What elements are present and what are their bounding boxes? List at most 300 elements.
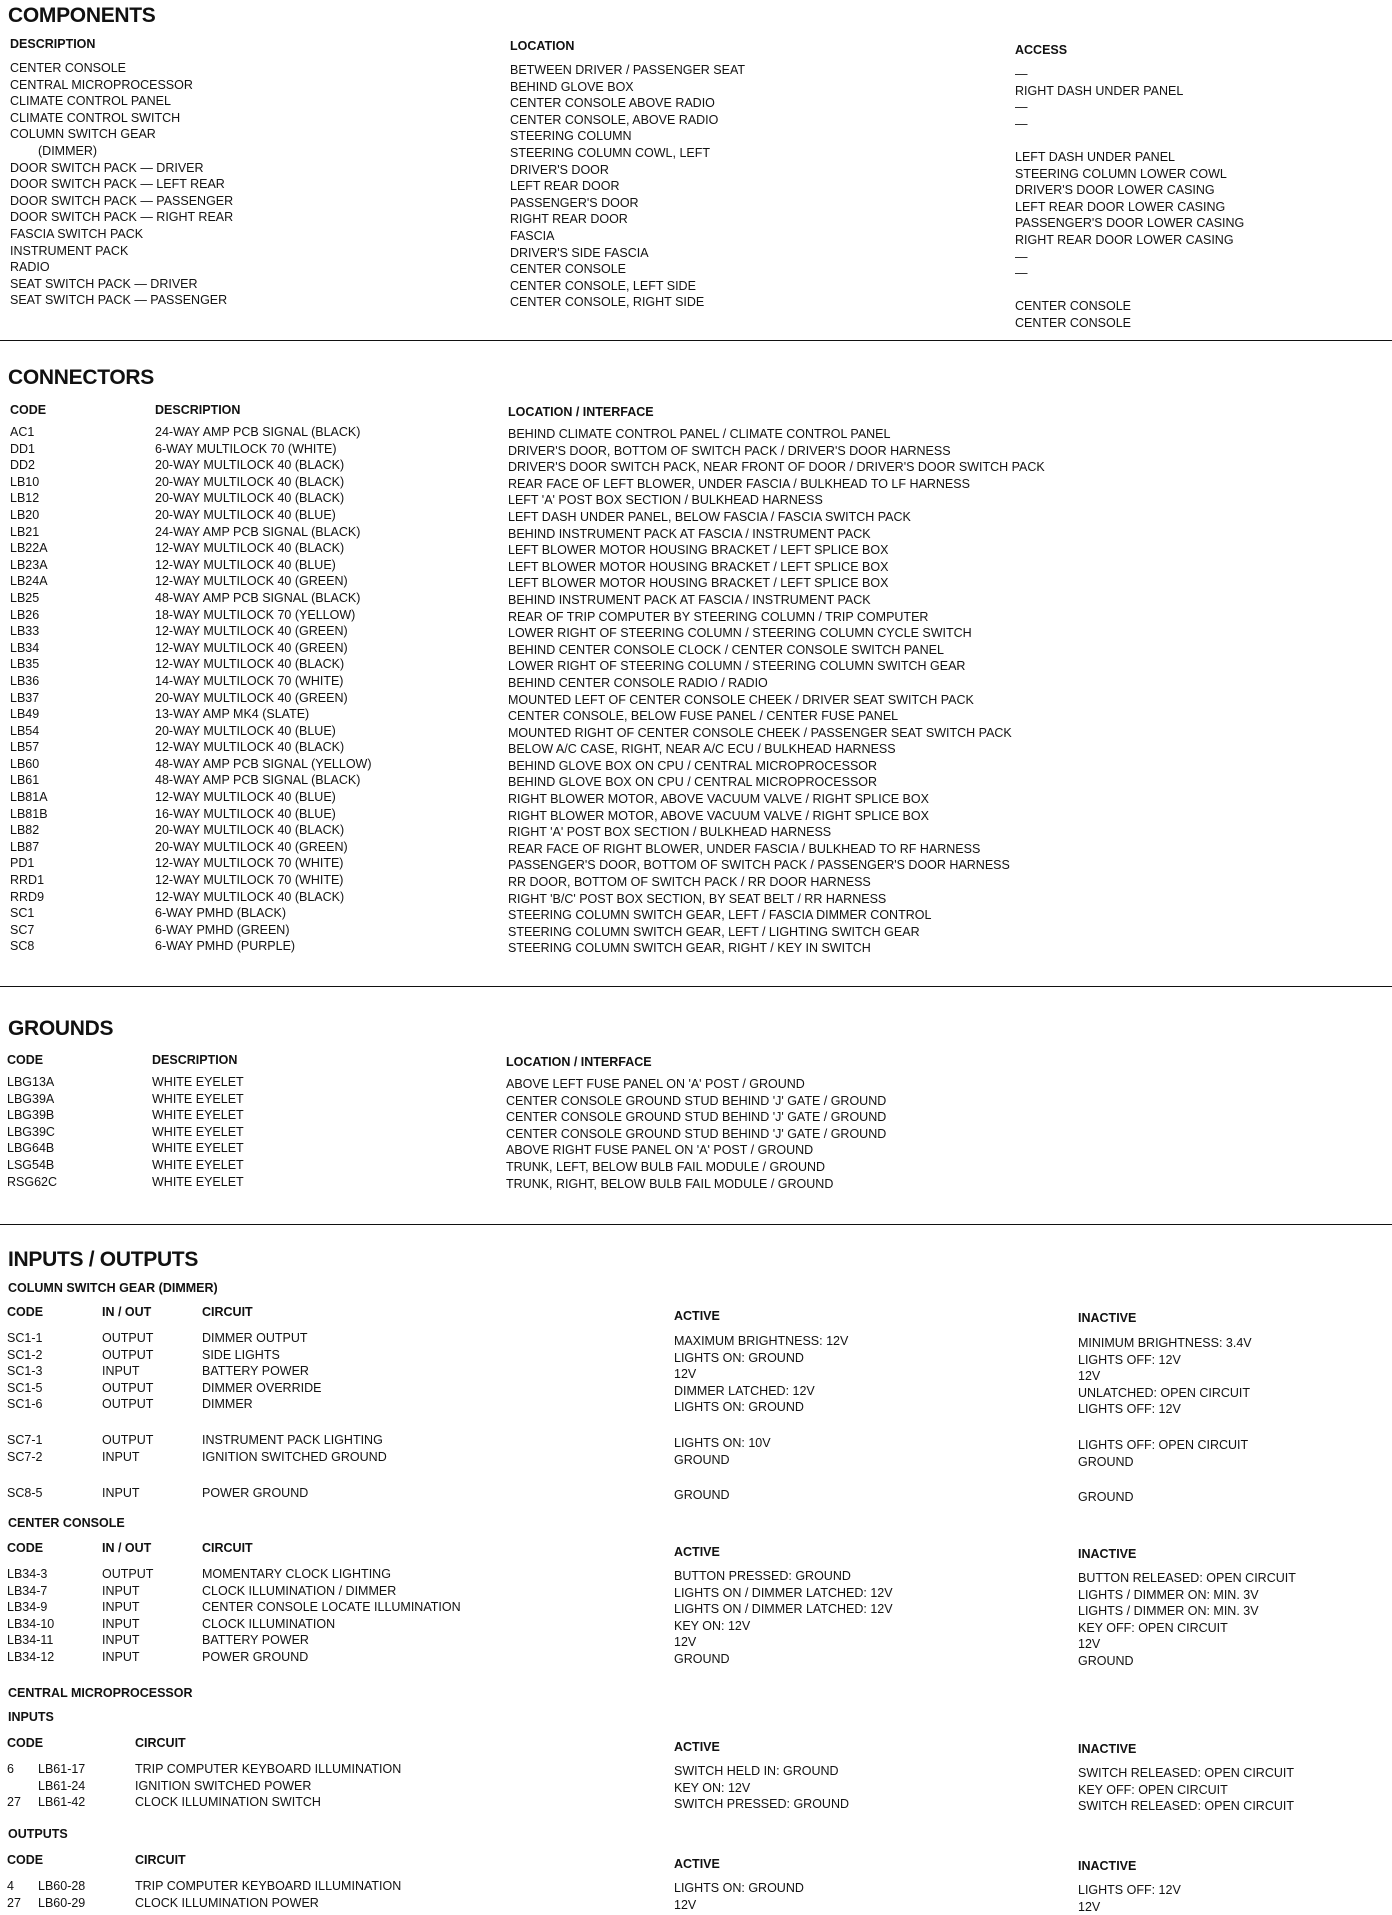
connectors-description-row: 12-WAY MULTILOCK 40 (BLACK) xyxy=(155,889,345,904)
cpu-out-inactive-row: LIGHTS OFF: 12V xyxy=(1078,1883,1181,1897)
connectors-title: CONNECTORS xyxy=(8,366,154,389)
connectors-description-row: 12-WAY MULTILOCK 40 (GREEN) xyxy=(155,574,348,589)
csg-g2-inactive xyxy=(1078,1437,1248,1470)
cpu-in-circuit-column xyxy=(135,1761,401,1811)
csg-g1-code-row: SC1-1 xyxy=(7,1331,43,1345)
grounds-code-column xyxy=(7,1074,57,1190)
connectors-code-row: SC1 xyxy=(10,906,35,921)
csg-g2-circuit-row: INSTRUMENT PACK LIGHTING xyxy=(202,1433,383,1447)
connectors-description-row: 16-WAY MULTILOCK 40 (BLUE) xyxy=(155,806,336,821)
components-description-row: CENTER CONSOLE xyxy=(10,61,126,75)
cc-active-row: LIGHTS ON / DIMMER LATCHED: 12V xyxy=(674,1585,893,1600)
connectors-location-row: LOWER RIGHT OF STEERING COLUMN / STEERING COLUMN CYCLE SWITCH xyxy=(508,626,972,641)
cc-inout-row: INPUT xyxy=(102,1633,140,1648)
connectors-location-row: REAR FACE OF RIGHT BLOWER, UNDER FASCIA / BULKHEAD TO RF HARNESS xyxy=(508,841,981,856)
connectors-location-row: RIGHT BLOWER MOTOR, ABOVE VACUUM VALVE / RIGHT SPLICE BOX xyxy=(508,792,929,807)
csg-g3-inactive xyxy=(1078,1489,1134,1506)
cpu-out-inactive-row: 12V xyxy=(1078,1899,1101,1914)
components-access-row xyxy=(1015,282,1244,299)
cpu-out-header-code: CODE xyxy=(7,1853,44,1867)
connectors-location-row: RR DOOR, BOTTOM OF SWITCH PACK / RR DOOR HARNESS xyxy=(508,875,871,890)
components-access-row: — xyxy=(1015,266,1028,281)
csg-g3-inout-row: INPUT xyxy=(102,1486,140,1500)
cpu-in-header-circuit: CIRCUIT xyxy=(135,1736,186,1750)
components-location-row: DRIVER'S SIDE FASCIA xyxy=(510,245,649,260)
connectors-code-row: RRD1 xyxy=(10,873,45,888)
cc-inactive-row: BUTTON RELEASED: OPEN CIRCUIT xyxy=(1078,1571,1296,1585)
connectors-code-row: LB49 xyxy=(10,707,40,722)
csg-g1-inout-row: INPUT xyxy=(102,1364,140,1379)
csg-g2-inout xyxy=(102,1432,153,1465)
components-access-row: DRIVER'S DOOR LOWER CASING xyxy=(1015,183,1215,198)
grounds-location-row: CENTER CONSOLE GROUND STUD BEHIND 'J' GATE / GROUND xyxy=(506,1110,887,1125)
connectors-description-row: 14-WAY MULTILOCK 70 (WHITE) xyxy=(155,673,344,688)
csg-g2-code xyxy=(7,1432,42,1465)
connectors-location-row: CENTER CONSOLE, BELOW FUSE PANEL / CENTER FUSE PANEL xyxy=(508,709,899,724)
connectors-description-row: 48-WAY AMP PCB SIGNAL (YELLOW) xyxy=(155,756,372,771)
center-console-label: CENTER CONSOLE xyxy=(8,1516,125,1530)
cpu-in-header-active: ACTIVE xyxy=(674,1740,720,1754)
column-switch-gear-label: COLUMN SWITCH GEAR (DIMMER) xyxy=(8,1281,218,1295)
connectors-description-row: 20-WAY MULTILOCK 40 (BLACK) xyxy=(155,458,345,473)
components-access-row: CENTER CONSOLE xyxy=(1015,315,1131,330)
csg-g1-active-row: DIMMER LATCHED: 12V xyxy=(674,1383,815,1398)
components-description-row: FASCIA SWITCH PACK xyxy=(10,226,144,241)
connectors-description-row: 20-WAY MULTILOCK 40 (GREEN) xyxy=(155,690,348,705)
io-title: INPUTS / OUTPUTS xyxy=(8,1248,199,1271)
connectors-code-row: LB87 xyxy=(10,839,40,854)
cpu-in-active-row: KEY ON: 12V xyxy=(674,1780,751,1795)
csg-g2-inout-row: OUTPUT xyxy=(102,1433,154,1447)
connectors-location-row: BEHIND INSTRUMENT PACK AT FASCIA / INSTRUMENT PACK xyxy=(508,526,871,541)
grounds-description-row: WHITE EYELET xyxy=(152,1075,244,1089)
components-description-row: RADIO xyxy=(10,260,50,275)
components-header-location: LOCATION xyxy=(510,39,575,53)
cpu-out-header-inactive: INACTIVE xyxy=(1078,1859,1137,1873)
components-description-row: DOOR SWITCH PACK — PASSENGER xyxy=(10,193,234,208)
connectors-description-row: 6-WAY PMHD (PURPLE) xyxy=(155,939,296,954)
csg-g1-code-row: SC1-5 xyxy=(7,1380,43,1395)
connectors-code-row: LB26 xyxy=(10,607,40,622)
csg-g3-inactive-row: GROUND xyxy=(1078,1490,1134,1504)
connectors-location-row: BEHIND CENTER CONSOLE CLOCK / CENTER CONSOLE SWITCH PANEL xyxy=(508,642,944,657)
connectors-description-row: 48-WAY AMP PCB SIGNAL (BLACK) xyxy=(155,590,361,605)
cpu-out-active-row: 12V xyxy=(674,1897,697,1912)
connectors-location-row: PASSENGER'S DOOR, BOTTOM OF SWITCH PACK / PASSENGER'S DOOR HARNESS xyxy=(508,858,1010,873)
connectors-location-row: DRIVER'S DOOR, BOTTOM OF SWITCH PACK / DRIVER'S DOOR HARNESS xyxy=(508,443,951,458)
csg-g1-code-row: SC1-3 xyxy=(7,1364,43,1379)
components-access-row: — xyxy=(1015,249,1028,264)
grounds-description-row: WHITE EYELET xyxy=(152,1091,244,1106)
connectors-code-row: LB21 xyxy=(10,524,40,539)
components-description-row: DOOR SWITCH PACK — LEFT REAR xyxy=(10,177,225,192)
grounds-description-row: WHITE EYELET xyxy=(152,1141,244,1156)
csg-g1-active-row: MAXIMUM BRIGHTNESS: 12V xyxy=(674,1334,849,1348)
connectors-code-row: LB35 xyxy=(10,657,40,672)
csg-g1-inout-row: OUTPUT xyxy=(102,1347,154,1362)
connectors-description-row: 20-WAY MULTILOCK 40 (GREEN) xyxy=(155,839,348,854)
cc-active-row: 12V xyxy=(674,1635,697,1650)
cc-circuit-row: CENTER CONSOLE LOCATE ILLUMINATION xyxy=(202,1600,461,1615)
connectors-location-column xyxy=(508,426,1045,957)
cpu-in-code-column xyxy=(38,1761,85,1811)
cpu-in-num-row xyxy=(7,1778,21,1795)
grounds-description-row: WHITE EYELET xyxy=(152,1124,244,1139)
connectors-description-row: 12-WAY MULTILOCK 40 (BLUE) xyxy=(155,790,336,805)
connectors-code-row: LB22A xyxy=(10,541,48,556)
connectors-location-row: RIGHT BLOWER MOTOR, ABOVE VACUUM VALVE / RIGHT SPLICE BOX xyxy=(508,808,929,823)
grounds-location-row: TRUNK, LEFT, BELOW BULB FAIL MODULE / GROUND xyxy=(506,1159,826,1174)
cc-inout-row: OUTPUT xyxy=(102,1567,154,1581)
csg-header-inout: IN / OUT xyxy=(102,1305,152,1319)
csg-g1-inactive-row: MINIMUM BRIGHTNESS: 3.4V xyxy=(1078,1336,1252,1350)
csg-g1-active-row: LIGHTS ON: GROUND xyxy=(674,1400,804,1415)
csg-g2-circuit xyxy=(202,1432,387,1465)
components-description-column xyxy=(10,60,233,309)
grounds-header-code: CODE xyxy=(7,1053,44,1067)
components-location-row: FASCIA xyxy=(510,228,555,243)
cpu-in-active-column xyxy=(674,1763,849,1813)
csg-g2-circuit-row: IGNITION SWITCHED GROUND xyxy=(202,1449,387,1464)
cpu-in-inactive-column xyxy=(1078,1765,1294,1815)
components-description-row: CLIMATE CONTROL SWITCH xyxy=(10,110,181,125)
csg-g1-circuit-row: BATTERY POWER xyxy=(202,1364,309,1379)
cc-header-inout: IN / OUT xyxy=(102,1541,152,1555)
components-access-row: LEFT DASH UNDER PANEL xyxy=(1015,149,1175,164)
components-location-row: CENTER CONSOLE ABOVE RADIO xyxy=(510,96,715,111)
cc-inactive-row: KEY OFF: OPEN CIRCUIT xyxy=(1078,1620,1228,1635)
csg-g1-code xyxy=(7,1330,42,1413)
csg-g1-circuit-row: DIMMER xyxy=(202,1397,253,1412)
grounds-code-row: LBG39B xyxy=(7,1108,55,1123)
cc-header-circuit: CIRCUIT xyxy=(202,1541,253,1555)
csg-g3-circuit-row: POWER GROUND xyxy=(202,1486,309,1500)
connectors-description-row: 12-WAY MULTILOCK 70 (WHITE) xyxy=(155,856,344,871)
connectors-description-row: 20-WAY MULTILOCK 40 (BLACK) xyxy=(155,474,345,489)
cpu-in-num-column xyxy=(7,1761,21,1811)
cpu-in-code-row: LB61-24 xyxy=(38,1778,86,1793)
connectors-location-row: LEFT BLOWER MOTOR HOUSING BRACKET / LEFT SPLICE BOX xyxy=(508,576,889,591)
grounds-description-row: WHITE EYELET xyxy=(152,1108,244,1123)
connectors-code-row: DD1 xyxy=(10,441,36,456)
grounds-location-row: TRUNK, RIGHT, BELOW BULB FAIL MODULE / GROUND xyxy=(506,1176,834,1191)
cpu-out-num-row: 27 xyxy=(7,1895,21,1910)
csg-g1-active-row: 12V xyxy=(674,1367,697,1382)
grounds-code-row: LSG54B xyxy=(7,1157,55,1172)
cc-active-row: BUTTON PRESSED: GROUND xyxy=(674,1569,851,1583)
cpu-out-active-row: LIGHTS ON: GROUND xyxy=(674,1881,804,1895)
csg-g2-active xyxy=(674,1435,771,1468)
connectors-location-row: MOUNTED LEFT OF CENTER CONSOLE CHEEK / DRIVER SEAT SWITCH PACK xyxy=(508,692,974,707)
grounds-description-column xyxy=(152,1074,244,1190)
csg-g1-code-row: SC1-6 xyxy=(7,1397,43,1412)
components-location-row: CENTER CONSOLE, LEFT SIDE xyxy=(510,278,696,293)
cpu-in-active-row: SWITCH HELD IN: GROUND xyxy=(674,1764,839,1778)
components-title: COMPONENTS xyxy=(8,4,156,27)
connectors-description-row: 6-WAY PMHD (BLACK) xyxy=(155,906,287,921)
connectors-header-code: CODE xyxy=(10,403,47,417)
connectors-code-row: DD2 xyxy=(10,458,36,473)
connectors-location-row: RIGHT 'B/C' POST BOX SECTION, BY SEAT BELT / RR HARNESS xyxy=(508,891,887,906)
components-access-row: RIGHT REAR DOOR LOWER CASING xyxy=(1015,232,1234,247)
connectors-code-row: LB36 xyxy=(10,673,40,688)
cpu-out-circuit-row: CLOCK ILLUMINATION POWER xyxy=(135,1895,319,1910)
components-location-row: LEFT REAR DOOR xyxy=(510,179,620,194)
connectors-code-row: LB82 xyxy=(10,823,40,838)
csg-g1-inout xyxy=(102,1330,153,1413)
cc-code-row: LB34-12 xyxy=(7,1649,55,1664)
components-location-row: CENTER CONSOLE, RIGHT SIDE xyxy=(510,295,705,310)
csg-g2-active-row: LIGHTS ON: 10V xyxy=(674,1436,771,1450)
connectors-code-row: LB57 xyxy=(10,740,40,755)
cc-inout-row: INPUT xyxy=(102,1616,140,1631)
cc-circuit-row: CLOCK ILLUMINATION xyxy=(202,1616,336,1631)
connectors-location-row: REAR FACE OF LEFT BLOWER, UNDER FASCIA / BULKHEAD TO LF HARNESS xyxy=(508,476,970,491)
csg-g2-inactive-row: GROUND xyxy=(1078,1454,1134,1469)
csg-header-inactive: INACTIVE xyxy=(1078,1311,1137,1325)
grounds-code-row: LBG39C xyxy=(7,1124,55,1139)
cc-active-row: KEY ON: 12V xyxy=(674,1618,751,1633)
cpu-out-circuit-row: TRIP COMPUTER KEYBOARD ILLUMINATION xyxy=(135,1879,402,1893)
csg-g1-inactive xyxy=(1078,1335,1252,1418)
components-access-row xyxy=(1015,132,1244,149)
components-description-row: (DIMMER) xyxy=(38,143,98,158)
cpu-inputs-label: INPUTS xyxy=(8,1710,54,1724)
csg-g1-circuit xyxy=(202,1330,321,1413)
components-access-row: — xyxy=(1015,67,1028,81)
components-location-row: RIGHT REAR DOOR xyxy=(510,212,628,227)
csg-g2-active-row: GROUND xyxy=(674,1452,730,1467)
connectors-code-row: LB61 xyxy=(10,773,40,788)
components-location-row: PASSENGER'S DOOR xyxy=(510,195,639,210)
connectors-location-row: MOUNTED RIGHT OF CENTER CONSOLE CHEEK / PASSENGER SEAT SWITCH PACK xyxy=(508,725,1012,740)
csg-g3-inout xyxy=(102,1485,140,1502)
components-description-row: SEAT SWITCH PACK — DRIVER xyxy=(10,276,198,291)
components-header-description: DESCRIPTION xyxy=(10,37,96,51)
connectors-location-row: LEFT 'A' POST BOX SECTION / BULKHEAD HARNESS xyxy=(508,493,823,508)
cc-circuit-column xyxy=(202,1566,461,1666)
csg-g1-inout-row: OUTPUT xyxy=(102,1331,154,1345)
csg-g3-active xyxy=(674,1487,730,1504)
cc-code-column xyxy=(7,1566,54,1666)
connectors-description-row: 6-WAY MULTILOCK 70 (WHITE) xyxy=(155,441,337,456)
components-description-row: INSTRUMENT PACK xyxy=(10,243,129,258)
connectors-description-row: 12-WAY MULTILOCK 40 (BLACK) xyxy=(155,740,345,755)
connectors-description-row: 20-WAY MULTILOCK 40 (BLUE) xyxy=(155,723,336,738)
connectors-location-row: BEHIND GLOVE BOX ON CPU / CENTRAL MICROPROCESSOR xyxy=(508,758,878,773)
connectors-description-row: 12-WAY MULTILOCK 40 (BLUE) xyxy=(155,557,336,572)
cpu-out-circuit-column xyxy=(135,1878,401,1911)
components-access-row: LEFT REAR DOOR LOWER CASING xyxy=(1015,199,1226,214)
components-description-row: SEAT SWITCH PACK — PASSENGER xyxy=(10,293,228,308)
cpu-outputs-label: OUTPUTS xyxy=(8,1827,68,1841)
csg-g1-inactive-row: LIGHTS OFF: 12V xyxy=(1078,1352,1181,1367)
components-access-row: RIGHT DASH UNDER PANEL xyxy=(1015,83,1184,98)
connectors-location-row: DRIVER'S DOOR SWITCH PACK, NEAR FRONT OF DOOR / DRIVER'S DOOR SWITCH PACK xyxy=(508,460,1045,475)
connectors-location-row: RIGHT 'A' POST BOX SECTION / BULKHEAD HARNESS xyxy=(508,825,832,840)
cpu-in-inactive-row: SWITCH RELEASED: OPEN CIRCUIT xyxy=(1078,1766,1294,1780)
cc-code-row: LB34-9 xyxy=(7,1600,48,1615)
csg-g1-code-row: SC1-2 xyxy=(7,1347,43,1362)
grounds-location-row: ABOVE RIGHT FUSE PANEL ON 'A' POST / GROUND xyxy=(506,1143,814,1158)
cc-code-row: LB34-11 xyxy=(7,1633,54,1648)
connectors-description-row: 12-WAY MULTILOCK 70 (WHITE) xyxy=(155,873,344,888)
connectors-code-row: LB60 xyxy=(10,756,40,771)
connectors-description-row: 20-WAY MULTILOCK 40 (BLUE) xyxy=(155,507,336,522)
cc-code-row: LB34-3 xyxy=(7,1567,48,1581)
csg-g1-circuit-row: DIMMER OUTPUT xyxy=(202,1331,308,1345)
connectors-description-row: 13-WAY AMP MK4 (SLATE) xyxy=(155,707,310,722)
cc-header-inactive: INACTIVE xyxy=(1078,1547,1137,1561)
section-divider xyxy=(0,1224,1392,1225)
csg-g1-inout-row: OUTPUT xyxy=(102,1380,154,1395)
csg-g1-inout-row: OUTPUT xyxy=(102,1397,154,1412)
csg-g2-inout-row: INPUT xyxy=(102,1449,140,1464)
connectors-header-description: DESCRIPTION xyxy=(155,403,241,417)
connectors-description-row: 20-WAY MULTILOCK 40 (BLACK) xyxy=(155,823,345,838)
cc-code-row: LB34-7 xyxy=(7,1583,48,1598)
components-location-row: CENTER CONSOLE xyxy=(510,262,626,277)
connectors-code-row: LB10 xyxy=(10,474,40,489)
components-description-row: CLIMATE CONTROL PANEL xyxy=(10,94,171,109)
connectors-location-row: LEFT BLOWER MOTOR HOUSING BRACKET / LEFT SPLICE BOX xyxy=(508,543,889,558)
grounds-location-column xyxy=(506,1076,886,1192)
cpu-in-num-row: 6 xyxy=(7,1762,14,1776)
connectors-code-row: LB54 xyxy=(10,723,40,738)
connectors-code-row: AC1 xyxy=(10,425,35,439)
csg-header-active: ACTIVE xyxy=(674,1309,720,1323)
csg-g1-inactive-row: 12V xyxy=(1078,1369,1101,1384)
cc-active-row: GROUND xyxy=(674,1651,730,1666)
connectors-description-row: 12-WAY MULTILOCK 40 (GREEN) xyxy=(155,624,348,639)
connectors-location-row: STEERING COLUMN SWITCH GEAR, RIGHT / KEY IN SWITCH xyxy=(508,941,871,956)
csg-g1-active xyxy=(674,1333,848,1416)
cc-inactive-row: GROUND xyxy=(1078,1653,1134,1668)
cc-inout-row: INPUT xyxy=(102,1600,140,1615)
connectors-location-row: LEFT BLOWER MOTOR HOUSING BRACKET / LEFT SPLICE BOX xyxy=(508,559,889,574)
cc-circuit-row: CLOCK ILLUMINATION / DIMMER xyxy=(202,1583,397,1598)
csg-g3-circuit xyxy=(202,1485,308,1502)
grounds-code-row: LBG39A xyxy=(7,1091,55,1106)
grounds-title: GROUNDS xyxy=(8,1017,114,1040)
central-microprocessor-label: CENTRAL MICROPROCESSOR xyxy=(8,1686,193,1700)
components-description-row: CENTRAL MICROPROCESSOR xyxy=(10,77,193,92)
csg-header-circuit: CIRCUIT xyxy=(202,1305,253,1319)
components-location-row: DRIVER'S DOOR xyxy=(510,162,609,177)
connectors-location-row: STEERING COLUMN SWITCH GEAR, LEFT / FASCIA DIMMER CONTROL xyxy=(508,908,932,923)
csg-g1-active-row: LIGHTS ON: GROUND xyxy=(674,1350,804,1365)
components-location-row: STEERING COLUMN xyxy=(510,129,632,144)
cpu-in-active-row: SWITCH PRESSED: GROUND xyxy=(674,1797,850,1812)
connectors-location-row: BEHIND CLIMATE CONTROL PANEL / CLIMATE CONTROL PANEL xyxy=(508,427,891,441)
connectors-code-row: LB34 xyxy=(10,640,40,655)
grounds-header-description: DESCRIPTION xyxy=(152,1053,238,1067)
connectors-code-row: SC8 xyxy=(10,939,35,954)
components-access-row: PASSENGER'S DOOR LOWER CASING xyxy=(1015,216,1245,231)
grounds-code-row: LBG13A xyxy=(7,1075,55,1089)
csg-g3-code xyxy=(7,1485,42,1502)
cpu-in-code-row: LB61-42 xyxy=(38,1795,86,1810)
components-location-column xyxy=(510,62,745,311)
cc-inout-column xyxy=(102,1566,153,1666)
components-access-row: — xyxy=(1015,100,1028,115)
connectors-location-row: BELOW A/C CASE, RIGHT, NEAR A/C ECU / BULKHEAD HARNESS xyxy=(508,742,896,757)
connectors-description-row: 12-WAY MULTILOCK 40 (BLACK) xyxy=(155,657,345,672)
connectors-code-row: SC7 xyxy=(10,922,35,937)
connectors-location-row: REAR OF TRIP COMPUTER BY STEERING COLUMN / TRIP COMPUTER xyxy=(508,609,929,624)
connectors-description-row: 24-WAY AMP PCB SIGNAL (BLACK) xyxy=(155,524,361,539)
connectors-location-row: LEFT DASH UNDER PANEL, BELOW FASCIA / FASCIA SWITCH PACK xyxy=(508,509,911,524)
grounds-description-row: WHITE EYELET xyxy=(152,1174,244,1189)
connectors-code-row: LB23A xyxy=(10,557,48,572)
connectors-header-location: LOCATION / INTERFACE xyxy=(508,405,654,419)
components-access-column xyxy=(1015,66,1244,332)
components-description-row: DOOR SWITCH PACK — RIGHT REAR xyxy=(10,210,234,225)
csg-g2-code-row: SC7-2 xyxy=(7,1449,43,1464)
connectors-description-row: 6-WAY PMHD (GREEN) xyxy=(155,922,290,937)
connectors-code-row: LB12 xyxy=(10,491,40,506)
section-divider xyxy=(0,340,1392,341)
csg-g1-inactive-row: UNLATCHED: OPEN CIRCUIT xyxy=(1078,1385,1251,1400)
connectors-description-row: 48-WAY AMP PCB SIGNAL (BLACK) xyxy=(155,773,361,788)
grounds-location-row: ABOVE LEFT FUSE PANEL ON 'A' POST / GROUND xyxy=(506,1077,805,1091)
components-header-access: ACCESS xyxy=(1015,43,1068,57)
components-description-row: DOOR SWITCH PACK — DRIVER xyxy=(10,160,204,175)
cpu-out-inactive-column xyxy=(1078,1882,1181,1915)
connectors-description-row: 20-WAY MULTILOCK 40 (BLACK) xyxy=(155,491,345,506)
cc-code-row: LB34-10 xyxy=(7,1616,55,1631)
cpu-in-circuit-row: TRIP COMPUTER KEYBOARD ILLUMINATION xyxy=(135,1762,402,1776)
cpu-out-code-row: LB60-28 xyxy=(38,1879,86,1893)
components-location-row: BEHIND GLOVE BOX xyxy=(510,79,634,94)
cc-inactive-row: LIGHTS / DIMMER ON: MIN. 3V xyxy=(1078,1604,1259,1619)
connectors-code-row: LB25 xyxy=(10,590,40,605)
grounds-header-location: LOCATION / INTERFACE xyxy=(506,1055,652,1069)
cpu-in-header-code: CODE xyxy=(7,1736,44,1750)
cc-circuit-row: POWER GROUND xyxy=(202,1649,309,1664)
connectors-location-row: BEHIND CENTER CONSOLE RADIO / RADIO xyxy=(508,675,768,690)
cpu-in-code-row: LB61-17 xyxy=(38,1762,86,1776)
connectors-code-row: LB20 xyxy=(10,507,40,522)
cc-header-active: ACTIVE xyxy=(674,1545,720,1559)
connectors-description-row: 18-WAY MULTILOCK 70 (YELLOW) xyxy=(155,607,356,622)
components-access-row: CENTER CONSOLE xyxy=(1015,299,1131,314)
components-location-row: BETWEEN DRIVER / PASSENGER SEAT xyxy=(510,63,745,77)
cpu-in-circuit-row: CLOCK ILLUMINATION SWITCH xyxy=(135,1795,321,1810)
cc-inactive-row: 12V xyxy=(1078,1637,1101,1652)
grounds-code-row: RSG62C xyxy=(7,1174,58,1189)
connectors-code-row: LB33 xyxy=(10,624,40,639)
grounds-description-row: WHITE EYELET xyxy=(152,1157,244,1172)
connectors-location-row: BEHIND GLOVE BOX ON CPU / CENTRAL MICROPROCESSOR xyxy=(508,775,878,790)
connectors-description-row: 24-WAY AMP PCB SIGNAL (BLACK) xyxy=(155,425,361,439)
csg-g1-inactive-row: LIGHTS OFF: 12V xyxy=(1078,1402,1181,1417)
connectors-code-column xyxy=(10,424,48,955)
components-location-row: STEERING COLUMN COWL, LEFT xyxy=(510,145,711,160)
cpu-out-header-active: ACTIVE xyxy=(674,1857,720,1871)
connectors-code-row: RRD9 xyxy=(10,889,45,904)
grounds-code-row: LBG64B xyxy=(7,1141,55,1156)
connectors-code-row: LB81B xyxy=(10,806,48,821)
cc-inout-row: INPUT xyxy=(102,1649,140,1664)
cpu-in-inactive-row: KEY OFF: OPEN CIRCUIT xyxy=(1078,1782,1228,1797)
cpu-in-inactive-row: SWITCH RELEASED: OPEN CIRCUIT xyxy=(1078,1799,1294,1814)
connectors-description-row: 12-WAY MULTILOCK 40 (GREEN) xyxy=(155,640,348,655)
cc-inactive-row: LIGHTS / DIMMER ON: MIN. 3V xyxy=(1078,1587,1259,1602)
cpu-out-header-circuit: CIRCUIT xyxy=(135,1853,186,1867)
connectors-location-row: BEHIND INSTRUMENT PACK AT FASCIA / INSTRUMENT PACK xyxy=(508,592,871,607)
connectors-code-row: PD1 xyxy=(10,856,35,871)
